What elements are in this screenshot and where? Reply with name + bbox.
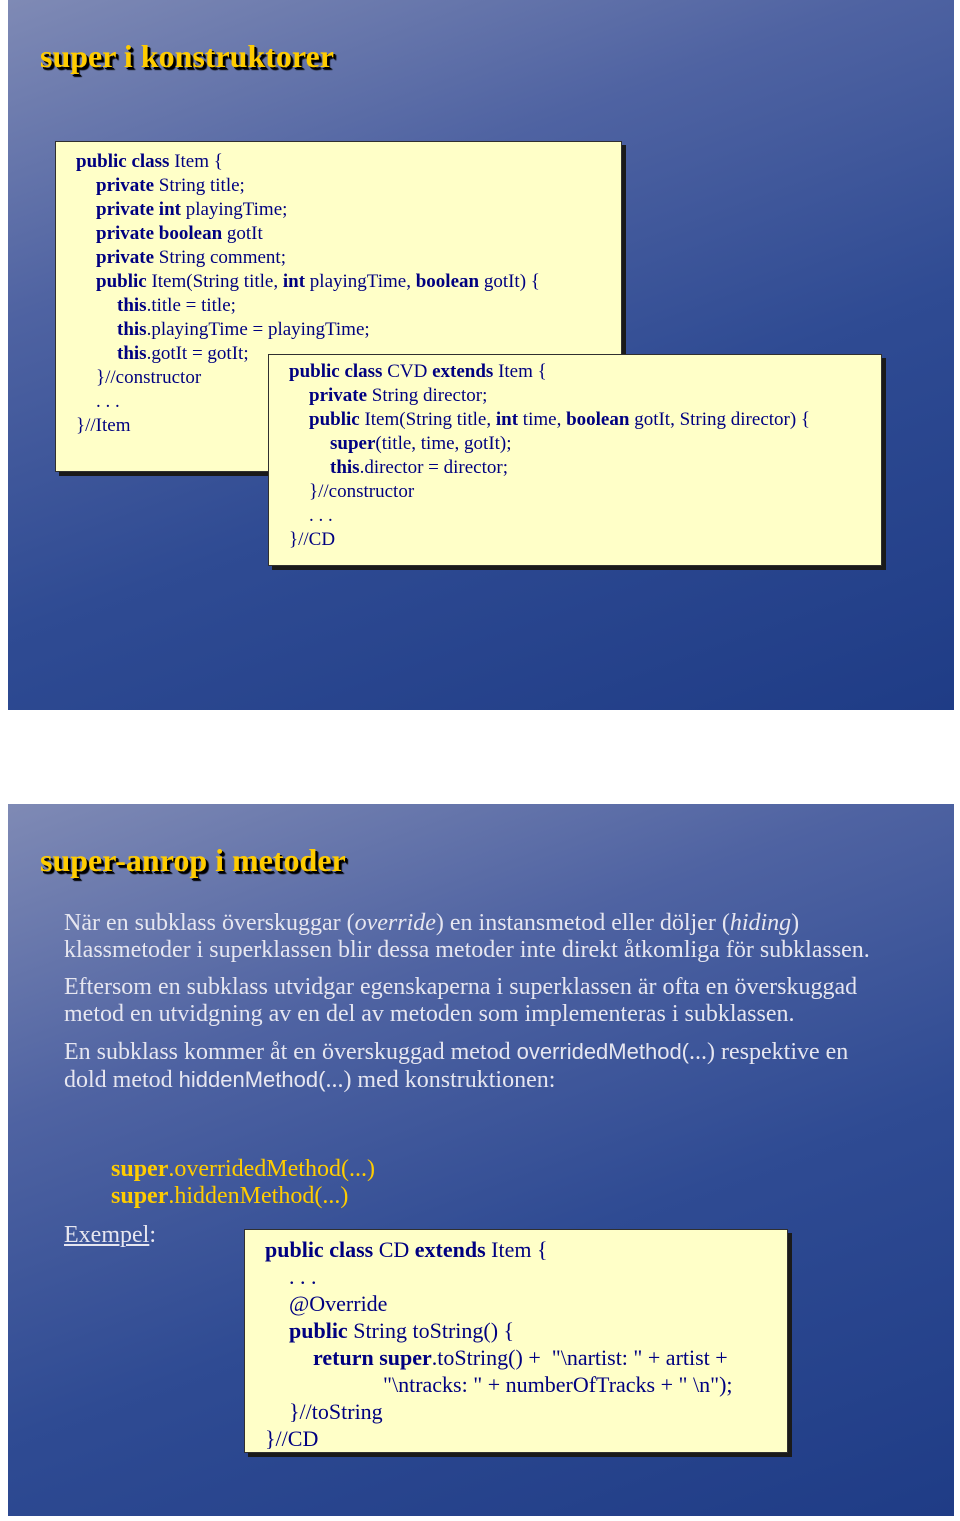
code-text: .title = title; — [146, 295, 236, 316]
p3-text-b: ...) respektive en dold metod — [64, 1039, 849, 1093]
code-line — [265, 1398, 787, 1425]
code-text: .director = director; — [359, 457, 508, 478]
code-line — [289, 480, 881, 504]
hidden-call-text: .hiddenMethod(...) — [168, 1183, 349, 1209]
code-text: .gotIt = gotIt; — [146, 343, 249, 364]
code-text: @Override — [289, 1291, 388, 1316]
code-line — [265, 1425, 787, 1452]
p1-text-b: ) en instansmetod eller döljer ( — [435, 910, 730, 936]
overrided-call-text: .overridedMethod(...) — [168, 1156, 375, 1182]
slide-body — [64, 910, 894, 1104]
code-keyword: private — [309, 385, 368, 406]
code-box-cvd — [268, 354, 882, 566]
code-line — [265, 1371, 787, 1398]
code-keyword: public — [289, 1318, 348, 1343]
code-keyword: public — [309, 409, 360, 430]
code-text: gotIt, String director) { — [629, 409, 811, 430]
code-keyword: this — [330, 457, 360, 478]
code-text: Item { — [169, 151, 223, 172]
code-text: . . . — [309, 505, 333, 526]
code-text: .playingTime = playingTime; — [146, 319, 370, 340]
code-text: time, — [518, 409, 567, 430]
code-text: gotIt — [222, 223, 263, 244]
slide-constructors — [8, 0, 954, 710]
code-text: "\ntracks: " + numberOfTracks + " \n"); — [383, 1372, 733, 1397]
code-line — [76, 150, 621, 174]
super-keyword: super — [111, 1156, 169, 1182]
super-hidden-call — [111, 1183, 348, 1210]
code-text: playingTime; — [180, 199, 288, 220]
code-keyword: extends — [432, 361, 494, 382]
example-colon: : — [149, 1222, 156, 1248]
p3-overrided-method: overridedMethod( — [516, 1039, 690, 1064]
code-line — [289, 456, 881, 480]
code-text: }//CD — [265, 1426, 319, 1451]
p3-text-a: En subklass kommer åt en överskuggad metod — [64, 1039, 517, 1065]
code-keyword: private — [96, 175, 155, 196]
code-keyword: this — [117, 319, 147, 340]
code-line — [76, 294, 621, 318]
code-keyword: public class — [265, 1237, 374, 1262]
code-text: playingTime, — [305, 271, 416, 292]
code-keyword: private boolean — [96, 223, 223, 244]
p3-text-c: ...) med konstruktionen: — [325, 1067, 556, 1093]
code-keyword: private int — [96, 199, 181, 220]
slide-title-2: super-anrop i metoder — [40, 842, 346, 878]
super-keyword: super — [111, 1183, 169, 1209]
code-line — [76, 270, 621, 294]
code-text: String toString() { — [347, 1318, 515, 1343]
code-line — [289, 360, 881, 384]
code-text: CD — [373, 1237, 415, 1262]
code-line — [289, 384, 881, 408]
code-line — [76, 174, 621, 198]
code-line — [289, 408, 881, 432]
code-keyword: public class — [76, 151, 170, 172]
code-keyword: extends — [414, 1237, 486, 1262]
code-text: String comment; — [154, 247, 286, 268]
code-text: Item(String title, — [146, 271, 283, 292]
code-text: }//constructor — [96, 367, 202, 388]
code-text: }//Item — [76, 415, 131, 436]
slide-super-calls — [8, 804, 954, 1516]
example-label[interactable] — [64, 1222, 156, 1249]
code-line — [76, 318, 621, 342]
code-line — [265, 1344, 787, 1371]
code-keyword: int — [495, 409, 519, 430]
code-text: }//constructor — [309, 481, 415, 502]
code-keyword: private — [96, 247, 155, 268]
code-line — [289, 432, 881, 456]
code-text: }//toString — [289, 1399, 383, 1424]
paragraph-extends: Eftersom en subklass utvidgar egenskaperna i superklassen är ofta en överskuggad metod en utvidgning av en del av metoden som implementeras i subklassen. — [64, 974, 858, 1027]
code-line — [76, 222, 621, 246]
code-keyword: boolean — [566, 409, 630, 430]
code-keyword: boolean — [415, 271, 480, 292]
code-line — [289, 504, 881, 528]
code-keyword: super — [330, 433, 376, 454]
code-line — [265, 1317, 787, 1344]
code-text: String director; — [367, 385, 488, 406]
slide-title: super i konstruktorer — [40, 38, 334, 74]
code-keyword: public — [96, 271, 147, 292]
code-text: gotIt) { — [479, 271, 540, 292]
code-line — [265, 1290, 787, 1317]
code-text: .toString() + "\nartist: " + artist + — [431, 1345, 728, 1370]
code-text: Item { — [493, 361, 547, 382]
code-keyword: public class — [289, 361, 383, 382]
code-line — [76, 198, 621, 222]
p1-text-c: ) klassmetoder i superklassen blir dessa metoder inte direkt åtkomliga för subklassen. — [64, 910, 870, 963]
code-text: }//CD — [289, 529, 336, 550]
super-overrided-call — [111, 1156, 375, 1183]
code-keyword: return super — [313, 1345, 432, 1370]
p1-hiding: hiding — [729, 910, 792, 936]
p3-hidden-method: hiddenMethod( — [178, 1067, 326, 1092]
code-text: Item(String title, — [359, 409, 496, 430]
code-text: . . . — [289, 1264, 317, 1289]
code-text: String title; — [154, 175, 245, 196]
paragraph-access — [64, 1038, 894, 1094]
code-text: (title, time, gotIt); — [375, 433, 512, 454]
code-line — [289, 528, 881, 552]
p1-text-a: När en subklass överskuggar ( — [64, 910, 355, 936]
code-line — [265, 1236, 787, 1263]
code-line — [265, 1263, 787, 1290]
p1-override: override — [354, 910, 436, 936]
code-keyword: this — [117, 295, 147, 316]
code-text: Item { — [485, 1237, 548, 1262]
code-keyword: this — [117, 343, 147, 364]
example-link[interactable]: Exempel — [64, 1222, 150, 1248]
code-text: . . . — [96, 391, 120, 412]
code-keyword: int — [282, 271, 306, 292]
code-text: CVD — [382, 361, 433, 382]
paragraph-override — [64, 910, 894, 964]
code-line — [76, 246, 621, 270]
code-box-cd — [244, 1229, 788, 1453]
